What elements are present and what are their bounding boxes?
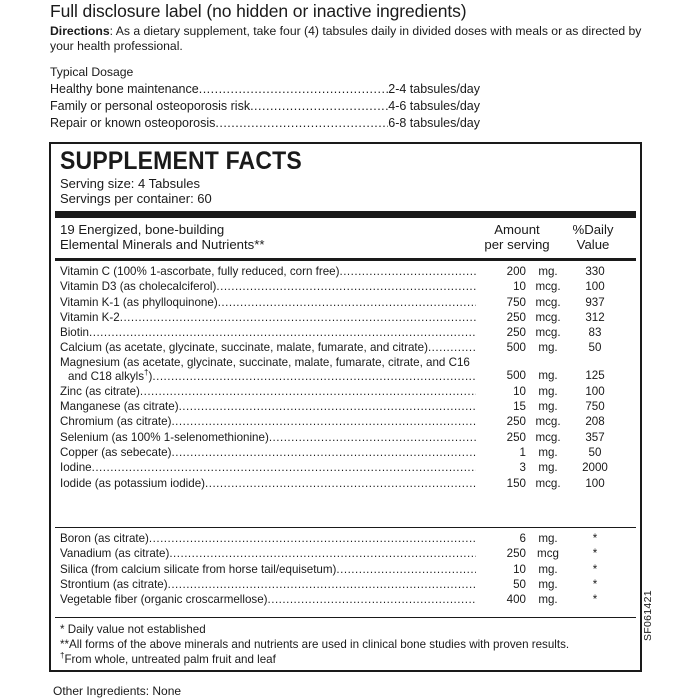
- nutrient-amount: 400: [506, 593, 526, 607]
- nutrient-unit: mg.: [538, 577, 558, 591]
- nutrient-amount: 10: [513, 562, 526, 576]
- dot-leader: [428, 340, 476, 355]
- dosage-value: 2-4 tabsules/day: [388, 82, 480, 96]
- dot-leader: [268, 592, 477, 607]
- nutrient-row: [60, 445, 620, 460]
- directions: [50, 24, 650, 54]
- dosage-list: [50, 81, 480, 132]
- nutrient-name: Boron (as citrate): [60, 532, 149, 545]
- nutrient-name-line: [68, 369, 152, 384]
- nutrient-name: Vitamin C (100% 1-ascorbate, fully reduced, corn free): [60, 265, 340, 278]
- nutrient-name: Vegetable fiber (organic croscarmellose): [60, 593, 268, 607]
- header-line: Amount: [494, 222, 540, 237]
- dosage-value: 6-8 tabsules/day: [388, 116, 480, 130]
- nutrient-name-line: [60, 369, 476, 384]
- nutrient-dv: 330: [585, 265, 605, 278]
- nutrient-row: [60, 577, 620, 592]
- section-rule: [55, 617, 636, 618]
- nutrient-dv: 125: [585, 368, 605, 382]
- nutrient-name: Zinc (as citrate): [60, 384, 140, 398]
- serving-info: [60, 176, 212, 206]
- facts-title: SUPPLEMENT FACTS: [60, 147, 302, 175]
- nutrient-row: [60, 562, 620, 577]
- dosage-label: Repair or known osteoporosis: [50, 116, 216, 130]
- dot-leader: [269, 430, 476, 445]
- nutrient-name: Vitamin D3 (as cholecalciferol): [60, 280, 217, 294]
- footnotes: [60, 622, 620, 667]
- dot-leader: [250, 98, 388, 115]
- nutrient-row-magnesium: [60, 356, 620, 384]
- nutrient-row: [60, 414, 620, 429]
- nutrient-name-line: Magnesium (as acetate, glycinate, succinate, malate, fumarate, citrate, and C16: [60, 355, 470, 369]
- dosage-row: [50, 81, 480, 98]
- nutrient-dv: 750: [585, 400, 605, 414]
- dagger-mark: †: [60, 651, 65, 661]
- nutrient-row: [60, 399, 620, 414]
- nutrient-row: [60, 384, 620, 399]
- nutrient-amount: 6: [519, 532, 526, 545]
- nutrient-dv: *: [592, 532, 598, 545]
- nutrient-dv: 50: [588, 445, 602, 459]
- dosage-row: [50, 98, 480, 115]
- nutrient-name: Vitamin K-2: [60, 310, 120, 324]
- nutrient-unit: mg.: [538, 341, 558, 355]
- nutrient-dv: 208: [585, 415, 605, 429]
- nutrient-row: [60, 460, 620, 475]
- product-code: SF061421: [642, 590, 654, 641]
- other-nutrient-list: [60, 531, 620, 607]
- nutrient-dv: *: [592, 577, 598, 591]
- dot-leader: [205, 476, 476, 491]
- nutrient-name: Chromium (as citrate): [60, 415, 172, 429]
- nutrient-amount: 750: [506, 295, 526, 309]
- nutrient-row: [60, 325, 620, 340]
- nutrient-name-text: and C18 alkyls: [68, 369, 145, 383]
- directions-label: Directions: [50, 24, 110, 38]
- nutrient-name: Iodide (as potassium iodide): [60, 476, 206, 490]
- nutrient-list: [60, 264, 620, 491]
- footnote: * Daily value not established: [60, 623, 206, 636]
- heavy-rule: [55, 211, 636, 218]
- nutrient-dv: 83: [588, 326, 602, 340]
- footnote-text: From whole, untreated palm fruit and leaf: [64, 653, 276, 666]
- nutrient-amount: 3: [519, 461, 526, 475]
- nutrient-row: [60, 279, 620, 294]
- nutrient-unit: mg.: [538, 384, 558, 398]
- header-line: Elemental Minerals and Nutrients**: [60, 237, 265, 252]
- nutrient-row: [60, 310, 620, 325]
- nutrient-dv: 357: [585, 430, 605, 444]
- nutrient-amount: 250: [506, 415, 526, 429]
- nutrient-unit: mcg.: [535, 430, 561, 444]
- nutrient-amount: 500: [506, 341, 526, 355]
- nutrient-row: [60, 340, 620, 355]
- magnesium-values: [476, 356, 620, 384]
- nutrient-dv: 100: [585, 280, 605, 294]
- nutrient-unit: mg.: [538, 532, 558, 545]
- nutrient-amount: 1: [519, 445, 526, 459]
- dot-leader: [120, 310, 476, 325]
- nutrient-amount: 250: [506, 547, 526, 561]
- dot-leader: [92, 460, 476, 475]
- nutrient-unit: mcg.: [535, 476, 561, 490]
- dosage-label: Healthy bone maintenance: [50, 82, 199, 96]
- dot-leader: [336, 562, 476, 577]
- nutrient-row: [60, 295, 620, 310]
- nutrient-row: [60, 264, 620, 279]
- label-title: Full disclosure label (no hidden or inactive ingredients): [50, 1, 467, 21]
- nutrient-unit: mg.: [538, 445, 558, 459]
- directions-text: : As a dietary supplement, take four (4) tabsules daily in divided doses with meals or as directed by your health professional.: [50, 24, 642, 53]
- dot-leader: [168, 577, 476, 592]
- nutrient-dv: 100: [585, 384, 605, 398]
- nutrient-name: Strontium (as citrate): [60, 577, 168, 591]
- nutrient-row: [60, 531, 620, 546]
- nutrient-dv: 2000: [582, 461, 608, 475]
- section-rule: [55, 527, 636, 528]
- dot-leader: [149, 531, 476, 546]
- nutrient-name-text: ): [148, 369, 153, 383]
- column-header-nutrients: [60, 222, 265, 252]
- nutrient-unit: mcg.: [535, 295, 561, 309]
- nutrient-row: [60, 546, 620, 561]
- nutrient-unit: mcg: [537, 547, 559, 561]
- dot-leader: [216, 279, 476, 294]
- nutrient-unit: mg.: [538, 265, 558, 278]
- nutrient-amount: 10: [513, 384, 526, 398]
- nutrient-unit: mcg.: [535, 310, 561, 324]
- dot-leader: [339, 264, 476, 279]
- footnote: **All forms of the above minerals and nutrients are used in clinical bone studies with proven results.: [60, 638, 570, 651]
- dot-leader: [169, 546, 476, 561]
- dot-leader: [140, 384, 476, 399]
- other-ingredients: Other Ingredients: None: [53, 684, 182, 698]
- dot-leader: [199, 81, 389, 98]
- nutrient-dv: 937: [585, 295, 605, 309]
- dosage-title: Typical Dosage: [50, 65, 134, 79]
- nutrient-row: [60, 592, 620, 607]
- dosage-row: [50, 115, 480, 132]
- dot-leader: [152, 369, 476, 384]
- nutrient-amount: 10: [513, 280, 526, 294]
- nutrient-amount: 200: [506, 265, 526, 278]
- nutrient-amount: 250: [506, 326, 526, 340]
- nutrient-name: Vitamin K-1 (as phylloquinone): [60, 295, 218, 309]
- nutrient-amount: 15: [513, 400, 526, 414]
- header-line: %Daily: [572, 222, 614, 237]
- dot-leader: [218, 295, 476, 310]
- header-line: Value: [576, 237, 610, 252]
- nutrient-amount: 150: [506, 476, 526, 490]
- dot-leader: [215, 115, 388, 132]
- nutrient-unit: mg.: [538, 562, 558, 576]
- supplement-facts-panel: [49, 142, 642, 672]
- nutrient-name: Iodine: [60, 461, 92, 475]
- header-line: per serving: [484, 237, 550, 252]
- nutrient-unit: mg.: [538, 461, 558, 475]
- nutrient-dv: 312: [585, 310, 605, 324]
- medium-rule: [55, 258, 636, 261]
- dot-leader: [89, 325, 476, 340]
- dot-leader: [179, 399, 476, 414]
- column-header-daily-value: [569, 222, 617, 252]
- nutrient-row: [60, 430, 620, 445]
- nutrient-amount: 500: [506, 368, 526, 382]
- nutrient-dv: 100: [585, 476, 605, 490]
- nutrient-unit: mcg.: [535, 280, 561, 294]
- nutrient-amount: 250: [506, 430, 526, 444]
- nutrient-row: [60, 476, 620, 491]
- footnote: [60, 652, 620, 667]
- dot-leader: [171, 414, 476, 429]
- nutrient-unit: mg.: [538, 368, 558, 382]
- nutrient-dv: *: [592, 547, 598, 561]
- magnesium-name: [60, 356, 476, 384]
- dosage-value: 4-6 tabsules/day: [388, 99, 480, 113]
- nutrient-name: Selenium (as 100% 1-selenomethionine): [60, 430, 269, 444]
- nutrient-name: Biotin: [60, 326, 90, 340]
- servings-per-container: Servings per container: 60: [60, 191, 212, 206]
- nutrient-unit: mg.: [538, 400, 558, 414]
- dosage-label: Family or personal osteoporosis risk: [50, 99, 251, 113]
- nutrient-name: Copper (as sebecate): [60, 445, 172, 459]
- nutrient-name: Silica (from calcium silicate from horse tail/equisetum): [60, 562, 337, 576]
- nutrient-amount: 50: [513, 577, 526, 591]
- nutrient-name: Calcium (as acetate, glycinate, succinate, malate, fumarate, and citrate): [60, 341, 428, 355]
- dot-leader: [172, 445, 477, 460]
- nutrient-unit: mcg.: [535, 326, 561, 340]
- serving-size: Serving size: 4 Tabsules: [60, 176, 200, 191]
- dagger-mark: †: [144, 367, 149, 377]
- nutrient-dv: 50: [588, 341, 602, 355]
- header-line: 19 Energized, bone-building: [60, 222, 225, 237]
- nutrient-dv: *: [592, 562, 598, 576]
- column-header-amount: [479, 222, 555, 252]
- nutrient-unit: mg.: [538, 593, 558, 607]
- nutrient-name: Manganese (as citrate): [60, 400, 179, 414]
- nutrient-unit: mcg.: [535, 415, 561, 429]
- nutrient-name: Vanadium (as citrate): [60, 547, 170, 561]
- nutrient-amount: 250: [506, 310, 526, 324]
- nutrient-dv: *: [592, 593, 598, 607]
